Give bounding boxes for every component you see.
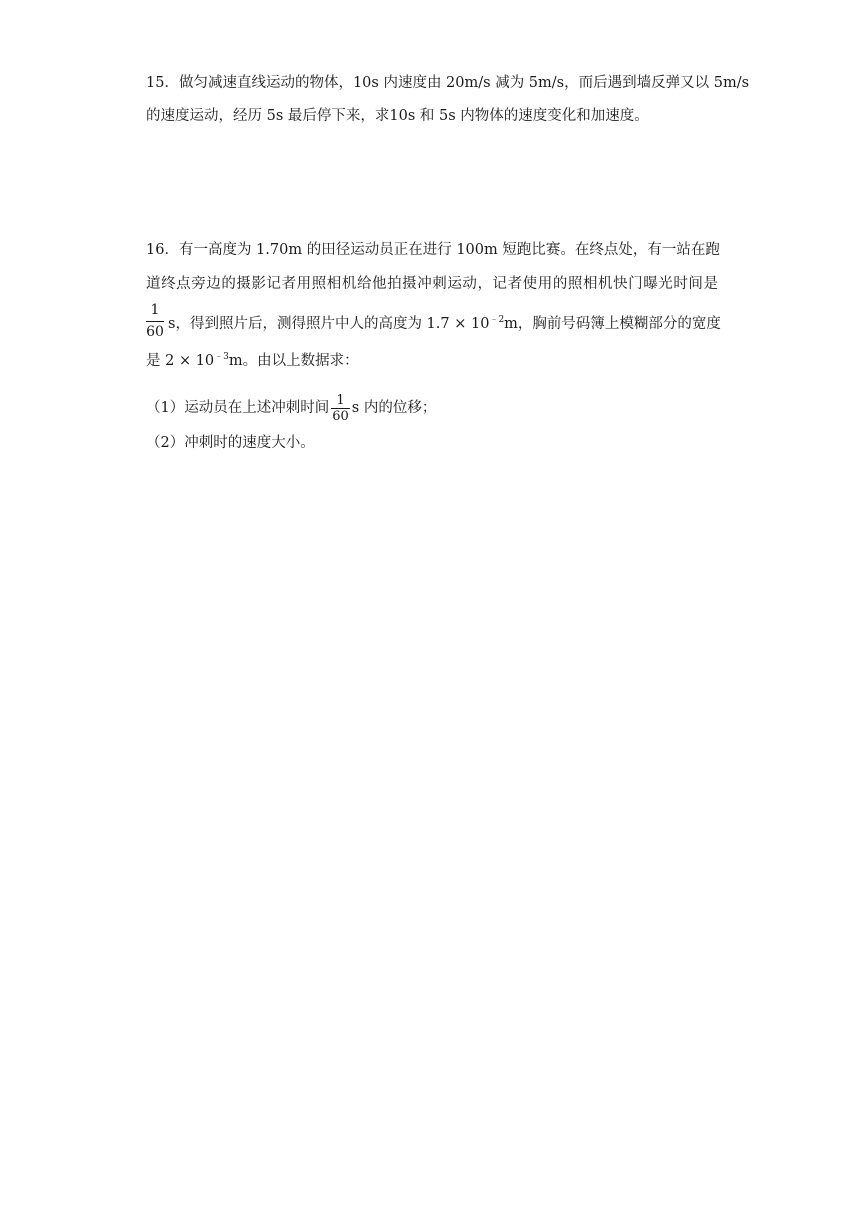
question-16-line-3 (168, 313, 721, 335)
sub-question-2-text: （2）冲刺时的速度大小。 (146, 435, 315, 451)
question-15-text-line-2: 的速度运动，经历 5s 最后停下来，求10s 和 5s 内物体的速度变化和加速度。 (146, 108, 649, 124)
question-15-line-2 (146, 105, 718, 127)
question-15-number: 15． (146, 75, 179, 91)
sub-fraction-denominator: 60 (332, 408, 349, 424)
question-16-text-line-4a: 是 2 × 10 (146, 353, 215, 369)
sub-question-1-fraction (331, 393, 350, 424)
question-16-text-line-2: 道终点旁边的摄影记者用照相机给他拍摄冲刺运动，记者使用的照相机快门曝光时间是 (146, 276, 718, 292)
fraction-numerator: 1 (150, 302, 160, 318)
exponent-2: ﹣3 (214, 352, 229, 362)
fraction-denominator: 60 (146, 324, 164, 340)
question-16-text-line-4b: m。由以上数据求： (228, 353, 359, 369)
question-16-line-4 (146, 350, 718, 372)
question-16-text-line-3b: m，胸前号码簿上模糊部分的宽度 (504, 316, 721, 332)
question-16-line-2 (146, 273, 718, 295)
question-16-text-line-1: 有一高度为 1.70m 的田径运动员正在进行 100m 短跑比赛。在终点处，有一站在跑 (178, 242, 720, 258)
sub-fraction-numerator: 1 (336, 392, 345, 408)
question-16-line-1 (146, 239, 718, 261)
sub-question-1 (146, 388, 718, 428)
question-15-line-1 (146, 72, 750, 94)
question-16-fraction (146, 302, 164, 341)
sub-question-1-text-a: （1）运动员在上述冲刺时间 (146, 400, 330, 416)
exponent-1: ﹣2 (489, 315, 505, 325)
question-16-text-line-3a: s，得到照片后，测得照片中人的高度为 1.7 × 10 (168, 316, 490, 332)
question-16-number: 16． (146, 242, 179, 258)
fraction-bar (146, 321, 164, 322)
question-15-text-line-1: 做匀减速直线运动的物体，10s 内速度由 20m/s 减为 5m/s，而后遇到墙反弹又以 5m/s (178, 75, 750, 91)
sub-question-2 (146, 432, 718, 454)
sub-question-1-text-b: s 内的位移； (351, 400, 437, 416)
